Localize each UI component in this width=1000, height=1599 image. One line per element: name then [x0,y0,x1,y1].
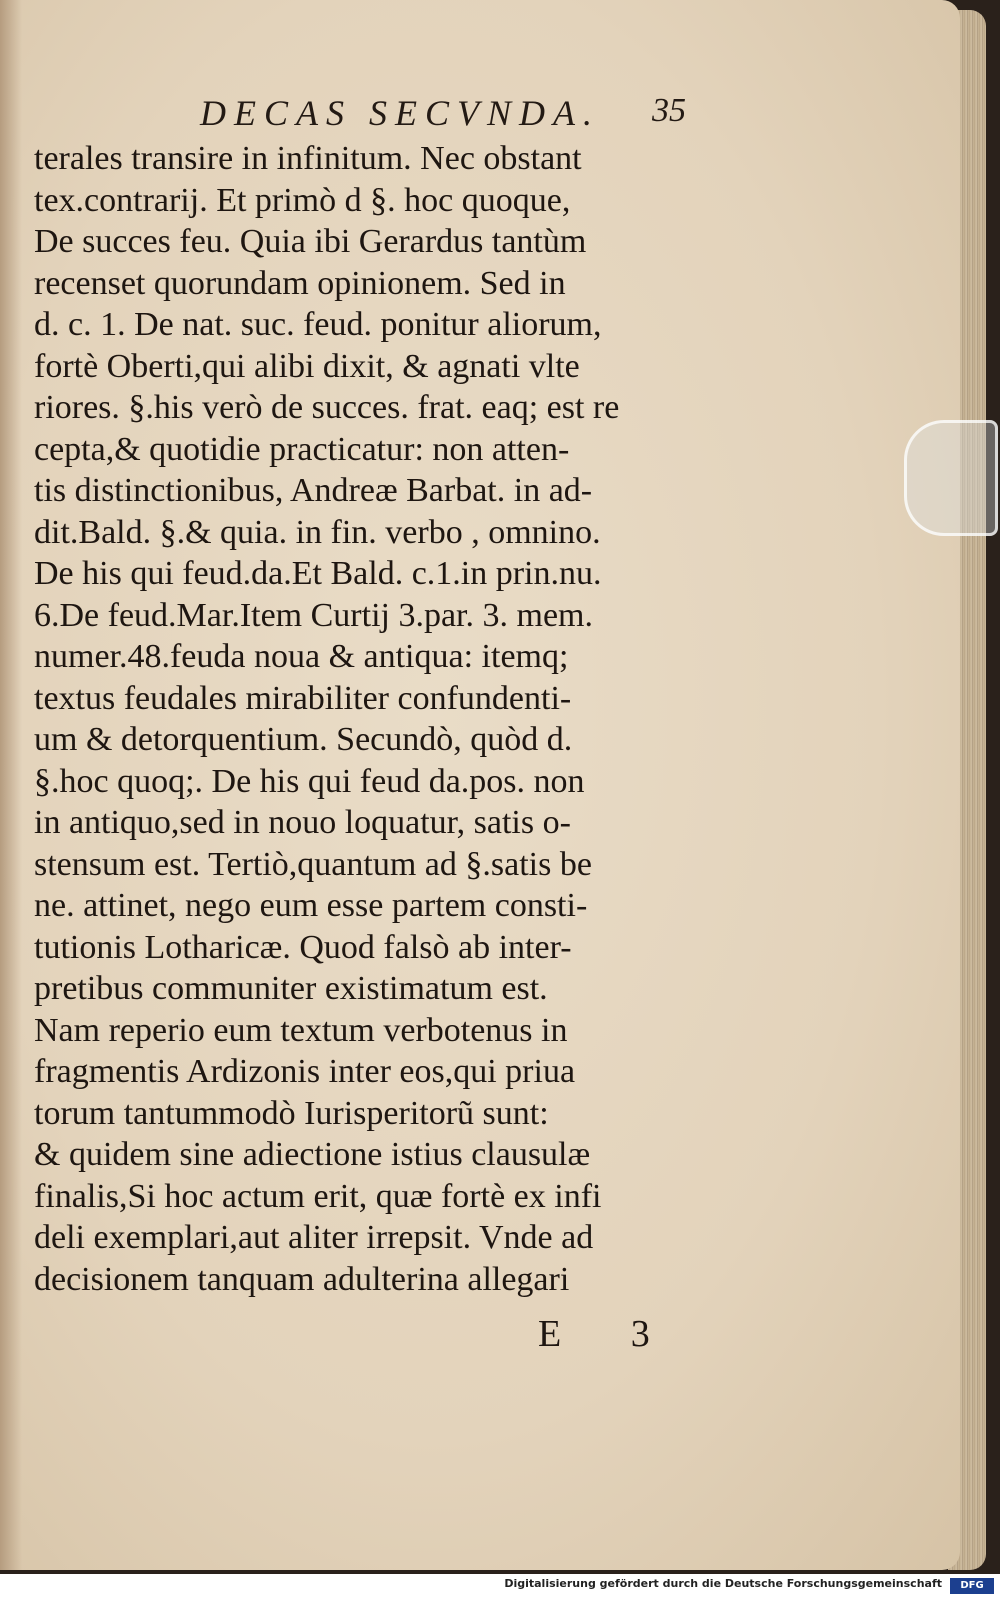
text-line: in antiquo,sed in nouo loquatur, satis o- [34,804,571,841]
text-line: tis distinctionibus, Andreæ Barbat. in ad- [34,472,593,509]
text-line: um & detorquentium. Secundò, quòd d. [34,721,573,758]
text-line: recenset quorundam opinionem. Sed in [34,264,566,302]
text-line: ne. attinet, nego eum esse partem consti- [34,887,588,924]
text-line: decisionem tanquam adulterina allegari [34,1260,570,1298]
signature-mark: E 3 [538,1313,680,1355]
dfg-logo-icon: DFG [950,1578,994,1594]
text-line: tutionis Lotharicæ. Quod falsò ab inter- [34,928,572,966]
text-line: numer.48.feuda noua & antiqua: itemq; [34,638,569,675]
page-clip [904,420,998,536]
page-header [200,92,700,142]
text-line: deli exemplari,aut aliter irrepsit. Vnde ad [34,1219,594,1256]
footer-bar [0,1574,1000,1599]
text-line: Nam reperio eum textum verbotenus in [34,1011,568,1049]
text-line: pretibus communiter existimatum est. [34,970,548,1007]
text-line: 6.De feud.Mar.Item Curtij 3.par. 3. mem. [34,596,593,634]
text-line: torum tantummodò Iurisperitorũ sunt: [34,1094,549,1132]
text-line: textus feudales mirabiliter confundenti- [34,679,572,717]
page-number: 35 [652,92,686,129]
text-line: fragmentis Ardizonis inter eos,qui priua [34,1053,576,1090]
body-text [34,138,724,1300]
text-line: riores. §.his verò de succes. frat. eaq; est re [34,389,620,426]
text-line: tex.contrarij. Et primò d §. hoc quoque, [34,181,571,219]
text-line: §.hoc quoq;. De his qui feud da.pos. non [34,762,585,800]
text-line: d. c. 1. De nat. suc. feud. ponitur aliorum, [34,306,602,343]
gutter-shadow [0,0,22,1570]
text-line: dit.Bald. §.& quia. in fin. verbo , omnino. [34,513,601,551]
digitization-credit: Digitalisierung gefördert durch die Deutsche Forschungsgemeinschaft [504,1577,942,1590]
running-head: DECAS SECVNDA. [200,93,600,133]
text-line: fortè Oberti,qui alibi dixit, & agnati vlte [34,347,580,385]
text-line: De his qui feud.da.Et Bald. c.1.in prin.nu. [34,555,602,592]
text-line: De succes feu. Quia ibi Gerardus tantùm [34,223,587,260]
text-line: stensum est. Tertiò,quantum ad §.satis be [34,845,592,883]
text-line: cepta,& quotidie practicatur: non atten- [34,430,570,468]
text-line: terales transire in infinitum. Nec obstant [34,140,582,177]
text-line: finalis,Si hoc actum erit, quæ fortè ex infi [34,1177,602,1215]
text-line: & quidem sine adiectione istius clausulæ [34,1136,591,1173]
